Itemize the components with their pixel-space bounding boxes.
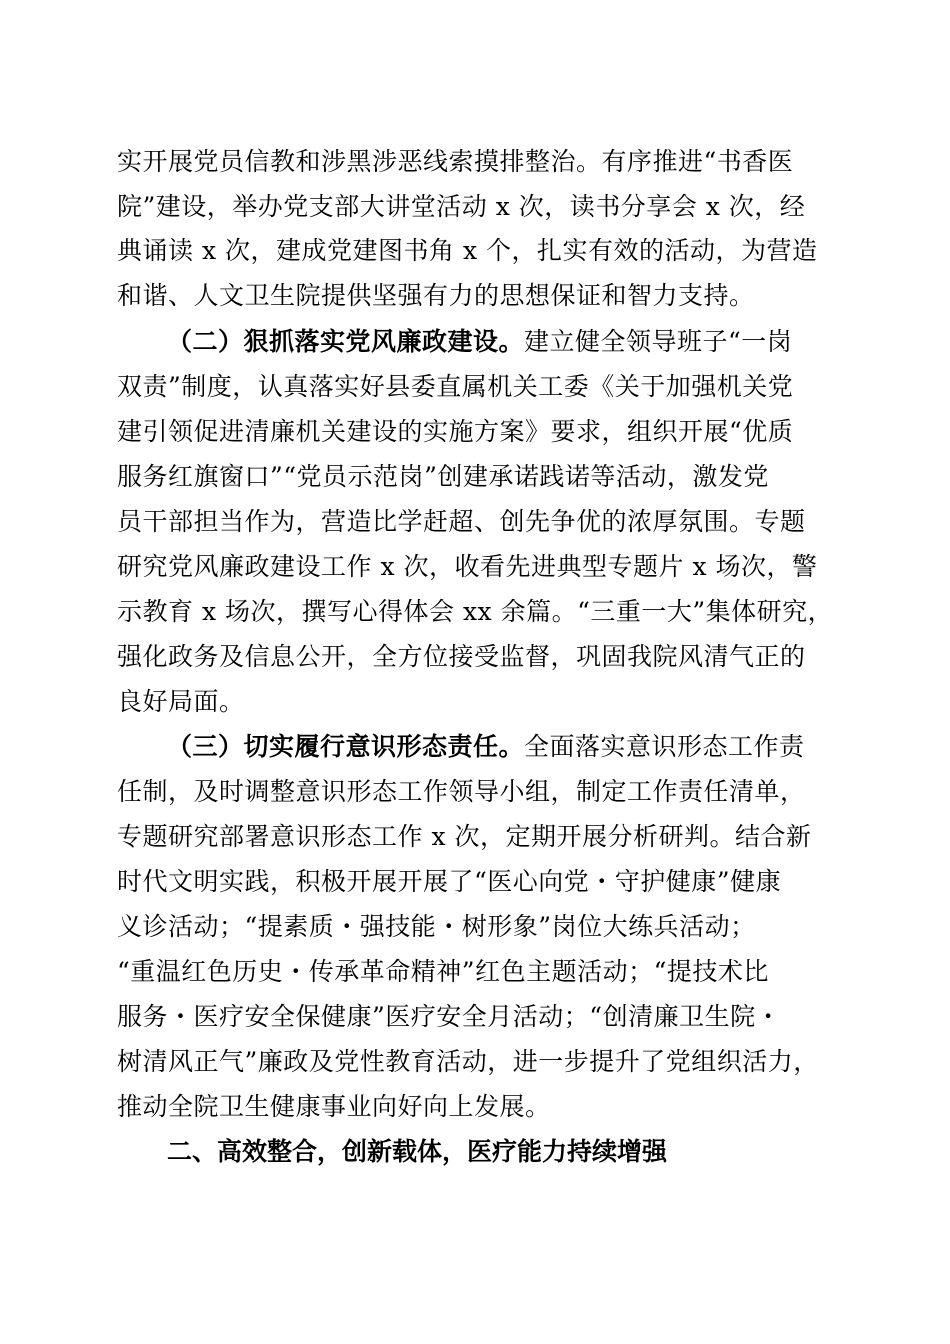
paragraph-line: 强化政务及信息公开，全方位接受监督，巩固我院风清气正的 bbox=[117, 642, 806, 671]
paragraph-line: 义诊活动；“提素质・强技能・树形象”岗位大练兵活动； bbox=[117, 912, 756, 941]
paragraph-line: 建引领促进清廉机关建设的实施方案》要求，组织开展“优质 bbox=[117, 417, 794, 446]
paragraph-line: 双责”制度，认真落实好县委直属机关工委《关于加强机关党 bbox=[117, 372, 794, 401]
paragraph-first-line bbox=[167, 725, 887, 769]
paragraph-line: 服务红旗窗口”“党员示范岗”创建承诺践诺等活动，激发党 bbox=[117, 462, 769, 491]
paragraph-line: 推动全院卫生健康事业向好向上发展。 bbox=[117, 1092, 551, 1121]
paragraph-line: 和谐、人文卫生院提供坚强有力的思想保证和智力支持。 bbox=[117, 281, 755, 310]
paragraph-line: 院”建设，举办党支部大讲堂活动 x 次，读书分享会 x 次，经 bbox=[117, 192, 806, 221]
paragraph-line: 典诵读 x 次，建成党建图书角 x 个，扎实有效的活动，为营造 bbox=[117, 236, 818, 265]
paragraph-line: 示教育 x 场次，撰写心得体会 xx 余篇。“三重一大”集体研究， bbox=[117, 597, 834, 626]
subsection-heading: （二）狠抓落实党风廉政建设。 bbox=[167, 327, 525, 356]
paragraph-line: 实开展党员信教和涉黑涉恶线索摸排整治。有序推进“书香医 bbox=[117, 147, 794, 176]
paragraph-line: 服务・医疗安全保健康”医疗安全月活动；“创清廉卫生院・ bbox=[117, 1002, 782, 1031]
paragraph-line: 良好局面。 bbox=[117, 687, 245, 716]
paragraph-line: 研究党风廉政建设工作 x 次，收看先进典型专题片 x 场次，警 bbox=[117, 552, 818, 581]
paragraph-line: 时代文明实践，积极开展开展了“医心向党・守护健康”健康 bbox=[117, 867, 782, 896]
paragraph-text: 建立健全领导班子“一岗 bbox=[524, 327, 793, 356]
paragraph-line: 任制，及时调整意识形态工作领导小组，制定工作责任清单， bbox=[117, 777, 806, 806]
paragraph-first-line bbox=[167, 320, 887, 364]
paragraph-line: 树清风正气”廉政及党性教育活动，进一步提升了党组织活力， bbox=[117, 1047, 819, 1076]
paragraph-line: “重温红色历史・传承革命精神”红色主题活动；“提技术比 bbox=[117, 957, 769, 986]
paragraph-text: 全面落实意识形态工作责 bbox=[524, 732, 805, 761]
paragraph-line: 专题研究部署意识形态工作 x 次，定期开展分析研判。结合新 bbox=[117, 822, 812, 851]
subsection-heading: （三）切实履行意识形态责任。 bbox=[167, 732, 525, 761]
section-heading: 二、高效整合，创新载体，医疗能力持续增强 bbox=[167, 1137, 668, 1166]
paragraph-line: 员干部担当作为，营造比学赶超、创先争优的浓厚氛围。专题 bbox=[117, 507, 806, 536]
